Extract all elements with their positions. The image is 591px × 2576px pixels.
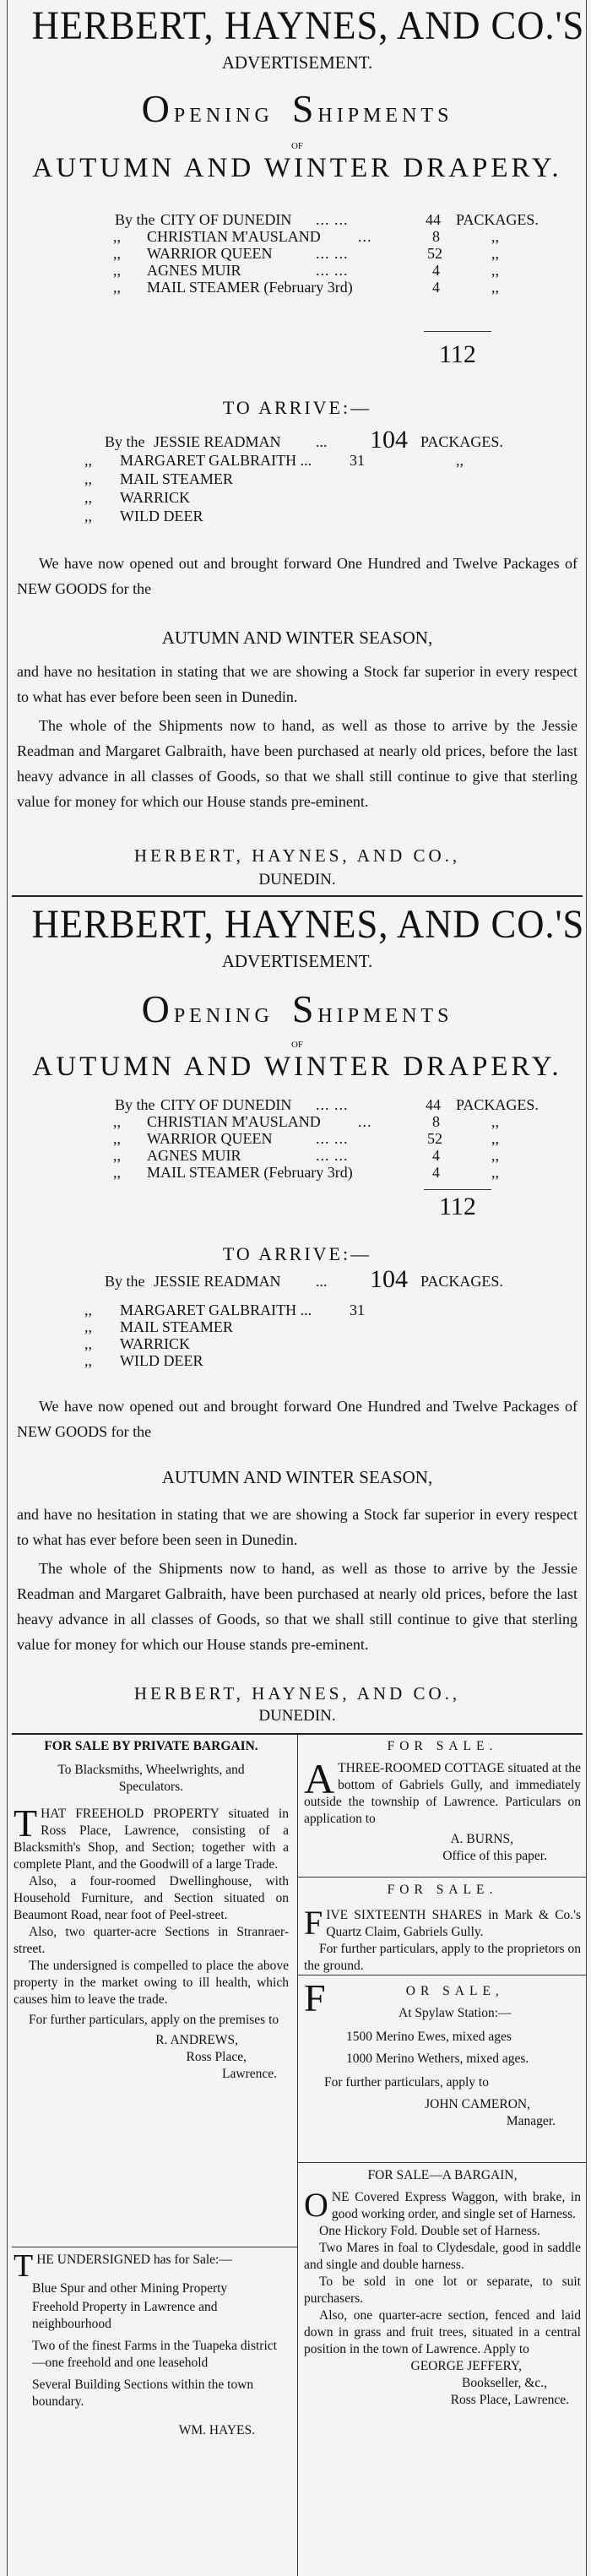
ship-row <box>12 279 583 296</box>
season-line: AUTUMN AND WINTER SEASON, <box>161 628 433 648</box>
shipments-word: HIPMENTS <box>317 105 453 127</box>
arriving-dots: ... <box>316 433 328 450</box>
arriving-prefix: ,, <box>84 470 92 487</box>
ship-unit: ,, <box>491 245 499 262</box>
arriving-prefix: ,, <box>84 1318 92 1335</box>
ship-count: 4 <box>432 1147 440 1164</box>
ship-unit: PACKAGES. <box>456 1096 539 1113</box>
ship-count: 44 <box>426 1096 441 1113</box>
arriving-unit: ,, <box>456 452 464 469</box>
ship-count: 4 <box>432 1164 440 1181</box>
ship-name: MAIL STEAMER (February 3rd) <box>147 1164 353 1181</box>
arriving-count: 104 <box>370 1265 408 1293</box>
of-word: OF <box>290 1040 304 1050</box>
ship-list <box>12 211 583 312</box>
ship-row <box>12 211 583 228</box>
total-packages: 112 <box>439 1193 476 1220</box>
arriving-name: MARGARET GALBRAITH ... <box>120 452 312 469</box>
arriving-row <box>12 507 583 525</box>
signature: HERBERT, HAYNES, AND CO., <box>133 1683 461 1704</box>
arriving-row <box>12 1318 583 1336</box>
ad-subtitle: ADVERTISEMENT. <box>221 951 373 971</box>
left-column-rule <box>7 0 8 2576</box>
paragraph-stock: and have no hesitation in stating that we are showing a Stock far superior in every respect to what has ever before been seen in Dunedin. <box>17 1506 577 1548</box>
spylaw-line: 1000 Merino Wethers, mixed ages. <box>346 2052 529 2066</box>
private-bargain-body <box>14 1802 289 1873</box>
ship-name: WARRIOR QUEEN <box>147 1130 273 1147</box>
cottage-body <box>304 1755 581 1828</box>
ad-spylaw <box>304 1976 581 2130</box>
ship-unit: PACKAGES. <box>456 211 539 228</box>
drop-cap: F <box>304 1904 323 1942</box>
ship-prefix: By the <box>115 211 155 228</box>
ship-name: MAIL STEAMER (February 3rd) <box>147 279 353 296</box>
ad-subtitle: ADVERTISEMENT. <box>221 52 373 73</box>
spylaw-station: At Spylaw Station:— <box>399 2006 512 2020</box>
ship-row <box>12 1130 583 1147</box>
arriving-prefix: ,, <box>84 489 92 506</box>
drop-cap: A <box>304 1755 335 1802</box>
ship-row <box>12 262 583 279</box>
arriving-row <box>12 426 583 454</box>
ship-dots: ... <box>358 228 372 245</box>
intro-text: HE UNDERSIGNED has for Sale:— <box>36 2253 232 2267</box>
ship-dots: ... ... <box>316 1130 349 1147</box>
ship-unit: ,, <box>491 1164 499 1181</box>
ship-unit: ,, <box>491 1113 499 1130</box>
ad-cottage <box>304 1738 581 1865</box>
ship-dots: ... ... <box>316 1096 349 1113</box>
arriving-row <box>12 1351 583 1370</box>
ship-unit: ,, <box>491 262 499 279</box>
paragraph-new-goods: We have now opened out and brought forward One Hundred and Twelve Packages of NEW GOODS for the <box>17 555 577 597</box>
private-bargain-title: FOR SALE BY PRIVATE BARGAIN. <box>44 1739 258 1753</box>
ad-headline: HERBERT, HAYNES, AND CO.'S <box>31 902 585 947</box>
ad-undersigned <box>14 2248 289 2439</box>
arriving-row <box>12 488 583 507</box>
ship-name: CITY OF DUNEDIN <box>160 211 292 228</box>
undersigned-intro <box>14 2248 289 2284</box>
arriving-name: WARRICK <box>120 489 191 506</box>
body-text: HAT FREEHOLD PROPERTY situated in Ross Place, Lawrence, consisting of a Blacksmith's Shop, and Section; together with a complete Plant, and the Goodwill of a large Trade. <box>14 1807 289 1872</box>
shipments-initial: S <box>291 87 318 130</box>
total-rule <box>424 331 491 332</box>
classified-column-rule <box>297 1735 298 2576</box>
shipments-word: HIPMENTS <box>317 1005 453 1027</box>
ad-private-bargain <box>14 1738 289 2083</box>
ship-dots: ... ... <box>316 262 349 279</box>
advertiser-role: Manager. <box>506 2114 556 2128</box>
ship-count: 8 <box>432 1113 440 1130</box>
season-line: AUTUMN AND WINTER SEASON, <box>161 1467 433 1487</box>
separator <box>297 2162 586 2163</box>
ship-prefix: ,, <box>113 1113 121 1130</box>
ship-unit: ,, <box>491 279 499 296</box>
ship-prefix: ,, <box>113 1147 121 1164</box>
autumn-winter-drapery: AUTUMN AND WINTER DRAPERY. <box>32 153 562 183</box>
signature: HERBERT, HAYNES, AND CO., <box>133 845 461 866</box>
ship-row <box>12 1164 583 1181</box>
ship-name: WARRIOR QUEEN <box>147 245 273 262</box>
arriving-count: 31 <box>350 452 365 469</box>
spylaw-title: OR SALE, <box>405 1984 504 1998</box>
ship-count: 4 <box>432 279 440 296</box>
cottage-title: FOR SALE. <box>387 1739 498 1753</box>
body-text: IVE SIXTEENTH SHARES in Mark & Co.'s Quartz Claim, Gabriels Gully. <box>326 1908 581 1939</box>
total-rule <box>424 1189 491 1190</box>
arriving-name: WARRICK <box>120 1335 191 1352</box>
arriving-name: JESSIE READMAN <box>154 1273 281 1290</box>
arriving-name: MAIL STEAMER <box>120 470 233 487</box>
arriving-count: 31 <box>350 1302 365 1318</box>
autumn-winter-drapery: AUTUMN AND WINTER DRAPERY. <box>32 1052 562 1082</box>
arriving-name: WILD DEER <box>120 1352 203 1369</box>
ship-name: CITY OF DUNEDIN <box>160 1096 292 1113</box>
opening-word: PENING <box>173 105 274 127</box>
total-packages: 112 <box>439 340 476 368</box>
arriving-prefix: ,, <box>84 1302 92 1318</box>
of-word: OF <box>290 141 304 151</box>
advertiser-name: A. BURNS, <box>450 1832 513 1846</box>
arriving-prefix: By the <box>105 1273 145 1290</box>
ship-dots: ... ... <box>316 1147 349 1164</box>
drop-cap: O <box>304 2186 328 2224</box>
arriving-unit: PACKAGES. <box>420 433 503 450</box>
drop-cap: T <box>14 1802 38 1845</box>
ship-name: AGNES MUIR <box>147 262 241 279</box>
arriving-name: JESSIE READMAN <box>154 433 281 450</box>
arriving-prefix: By the <box>105 433 145 450</box>
opening-word: PENING <box>173 1005 274 1027</box>
ad-shares <box>304 1882 581 1975</box>
city: DUNEDIN. <box>258 871 336 889</box>
ad-headline: HERBERT, HAYNES, AND CO.'S <box>31 3 585 48</box>
paragraph-shipments: The whole of the Shipments now to hand, as well as those to arrive by the Jessie Readman and Margaret Galbraith, have been purchased at nearly old prices, before the last heavy advance in all classes of Goods, so that we shall still continue to give that sterling value for money for which our House stands pre-eminent. <box>17 717 577 810</box>
arriving-prefix: ,, <box>84 1352 92 1369</box>
shipments-initial: S <box>291 987 318 1030</box>
list-item: Two of the finest Farms in the Tuapeka district—one freehold and one leasehold <box>32 2339 277 2370</box>
to-arrive-heading: TO ARRIVE:— <box>222 397 372 418</box>
arriving-dots: ... <box>316 1273 328 1290</box>
arriving-prefix: ,, <box>84 508 92 524</box>
private-bargain-to: To Blacksmiths, Wheelwrights, and Speculators. <box>57 1763 245 1794</box>
spylaw-apply: For further particulars, apply to <box>324 2075 489 2090</box>
ship-prefix: ,, <box>113 245 121 262</box>
advertiser-name: R. ANDREWS, <box>155 2033 238 2047</box>
ad-bargain <box>304 2167 581 2409</box>
list-item: Freehold Property in Lawrence and neighbourhood <box>32 2300 218 2331</box>
arriving-unit: PACKAGES. <box>420 1273 503 1290</box>
advertiser-address: Ross Place, Lawrence. <box>450 2393 569 2407</box>
arriving-row <box>12 1265 583 1293</box>
ship-count: 8 <box>432 228 440 245</box>
ship-row <box>12 245 583 262</box>
advertiser-name: GEORGE JEFFERY, <box>410 2359 522 2373</box>
ship-dots: ... <box>358 1113 372 1130</box>
ship-dots: ... ... <box>316 245 349 262</box>
ship-count: 4 <box>432 262 440 279</box>
advertiser-office: Office of this paper. <box>442 1849 547 1863</box>
body-text: For further particulars, apply on the premises to <box>29 2013 279 2027</box>
arriving-prefix: ,, <box>84 452 92 469</box>
opening-shipments-heading <box>12 87 583 130</box>
arriving-name: MARGARET GALBRAITH ... <box>120 1302 312 1318</box>
arriving-row <box>12 1334 583 1353</box>
arriving-row <box>12 470 583 488</box>
body-text: Also, a four-roomed Dwellinghouse, with Household Furniture, and Section situated on Beaumont Road, near foot of Peel-street. <box>14 1874 289 1922</box>
ship-count: 52 <box>427 1130 442 1147</box>
opening-initial: O <box>141 87 174 130</box>
body-text: Also, two quarter-acre Sections in Stranraer-street. <box>14 1925 289 1956</box>
shares-body <box>304 1904 581 1942</box>
ship-unit: ,, <box>491 1130 499 1147</box>
ship-list <box>12 1096 583 1198</box>
body-text: One Hickory Fold. Double set of Harness. <box>319 2224 540 2238</box>
ship-name: CHRISTIAN M'AUSLAND <box>147 228 321 245</box>
spylaw-heading <box>304 1976 581 2022</box>
ship-count: 44 <box>426 211 441 228</box>
shares-title: FOR SALE. <box>387 1883 498 1897</box>
body-text: THREE-ROOMED COTTAGE situated at the bottom of Gabriels Gully, and immediately outside the township of Lawrence. Particulars on application to <box>304 1761 581 1826</box>
list-item: Several Building Sections within the town boundary. <box>32 2378 254 2409</box>
body-text: For further particulars, apply to the proprietors on the ground. <box>304 1942 581 1973</box>
body-text: NE Covered Express Waggon, with brake, in good working order, and single set of Harness. <box>331 2190 581 2221</box>
opening-shipments-heading <box>12 987 583 1030</box>
ship-prefix: ,, <box>113 1164 121 1181</box>
ship-unit: ,, <box>491 1147 499 1164</box>
advertiser-name: JOHN CAMERON, <box>425 2097 530 2111</box>
arriving-name: WILD DEER <box>120 508 203 524</box>
ship-row <box>12 1147 583 1164</box>
ship-dots: ... ... <box>316 211 349 228</box>
arriving-prefix: ,, <box>84 1335 92 1352</box>
bargain-body <box>304 2186 581 2224</box>
advertiser-name: WM. HAYES. <box>178 2423 255 2437</box>
city: DUNEDIN. <box>258 1707 336 1725</box>
spylaw-line: 1500 Merino Ewes, mixed ages <box>346 2030 512 2044</box>
right-column-rule <box>586 0 587 2576</box>
to-arrive-heading: TO ARRIVE:— <box>222 1243 372 1264</box>
ship-name: AGNES MUIR <box>147 1147 241 1164</box>
paragraph-new-goods: We have now opened out and brought forward One Hundred and Twelve Packages of NEW GOODS for the <box>17 1398 577 1440</box>
body-text: To be sold in one lot or separate, to suit purchasers. <box>304 2274 581 2306</box>
arriving-name: MAIL STEAMER <box>120 1318 233 1335</box>
ship-prefix: By the <box>115 1096 155 1113</box>
arriving-row <box>12 451 583 470</box>
opening-initial: O <box>141 987 174 1030</box>
advertiser-address: Lawrence. <box>222 2067 277 2081</box>
ship-row <box>12 228 583 245</box>
body-text: Also, one quarter-acre section, fenced and laid down in grass and fruit trees, situated in a central position in the town of Lawrence. Apply to <box>304 2308 581 2356</box>
arriving-count: 104 <box>370 426 408 454</box>
ship-prefix: ,, <box>113 228 121 245</box>
bargain-title: FOR SALE—A BARGAIN, <box>367 2168 518 2182</box>
ship-prefix: ,, <box>113 1130 121 1147</box>
ship-prefix: ,, <box>113 279 121 296</box>
ship-prefix: ,, <box>113 262 121 279</box>
paragraph-shipments: The whole of the Shipments now to hand, as well as those to arrive by the Jessie Readman and Margaret Galbraith, have been purchased at nearly old prices, before the last heavy advance in all classes of Goods, so that we shall still continue to give that sterling value for money for which our House stands pre-eminent. <box>17 1560 577 1653</box>
ship-name: CHRISTIAN M'AUSLAND <box>147 1113 321 1130</box>
separator <box>297 1877 586 1878</box>
arriving-row <box>12 1301 583 1319</box>
list-item: Blue Spur and other Mining Property <box>32 2281 228 2296</box>
drop-cap: F <box>304 1976 326 2019</box>
drop-cap: T <box>14 2248 34 2284</box>
ship-row <box>12 1113 583 1130</box>
ship-unit: ,, <box>491 228 499 245</box>
ship-row <box>12 1096 583 1113</box>
advertiser-role: Bookseller, &c., <box>462 2376 547 2390</box>
body-text: The undersigned is compelled to place the above property in the market owing to ill health, which causes him to leave the trade. <box>14 1959 289 2007</box>
ship-count: 52 <box>427 245 442 262</box>
body-text: Two Mares in foal to Clydesdale, good in saddle and single and double harness. <box>304 2241 581 2272</box>
advertiser-address: Ross Place, <box>186 2050 247 2064</box>
paragraph-stock: and have no hesitation in stating that we are showing a Stock far superior in every respect to what has ever before been seen in Dunedin. <box>17 663 577 705</box>
